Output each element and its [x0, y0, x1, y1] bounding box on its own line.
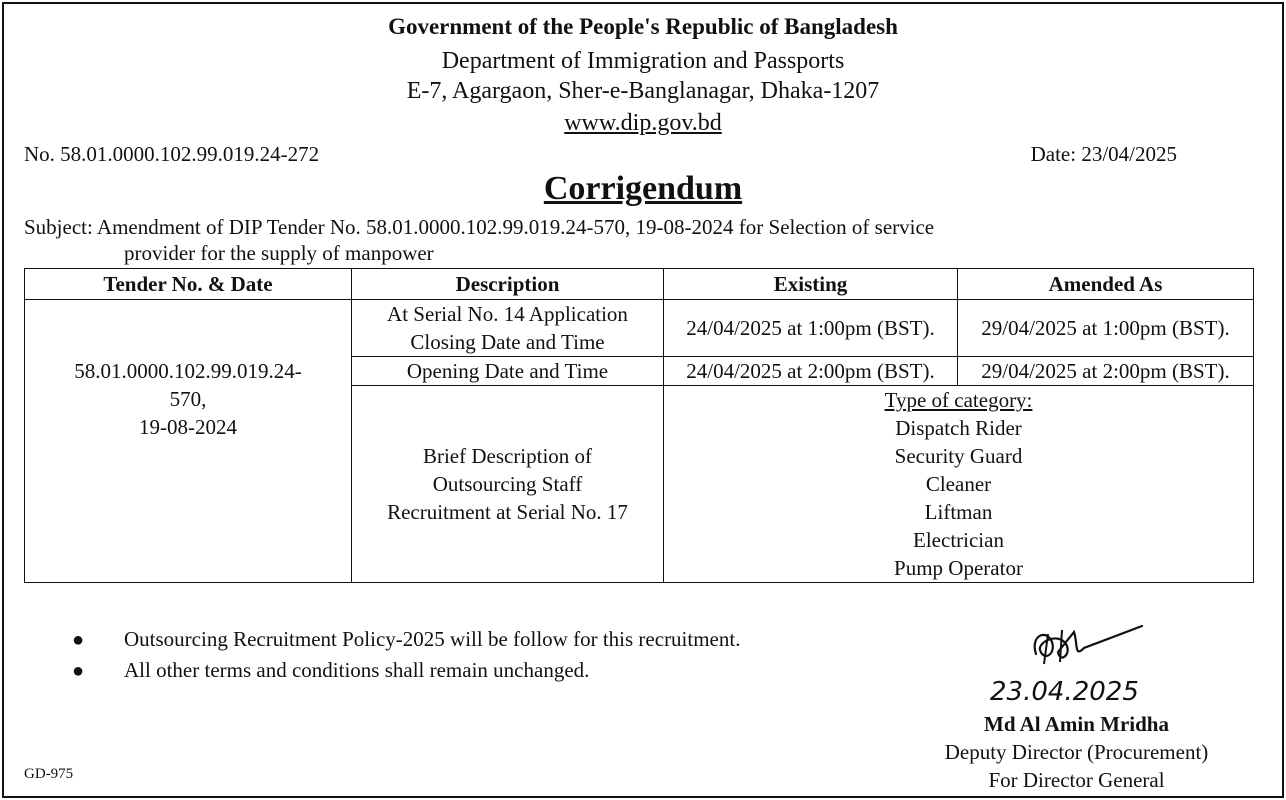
- list-item: [72, 655, 740, 686]
- website-line: [4, 110, 1282, 137]
- tender-date: 19-08-2024: [139, 415, 237, 439]
- signatory-on-behalf: For Director General: [988, 768, 1165, 792]
- note-text: Outsourcing Recruitment Policy-2025 will be follow for this recruitment.: [124, 627, 741, 651]
- category-cell: [664, 386, 1254, 583]
- header-existing: Existing: [664, 269, 958, 300]
- bullet-icon: ●: [72, 629, 85, 651]
- category-item: Dispatch Rider: [895, 416, 1022, 440]
- note-text: All other terms and conditions shall remain unchanged.: [124, 658, 590, 682]
- signatory-name: Md Al Amin Mridha: [984, 712, 1169, 736]
- category-item: Cleaner: [925, 472, 992, 496]
- existing-cell: 24/04/2025 at 1:00pm (BST).: [664, 300, 958, 357]
- description-line: At Serial No. 14 Application: [387, 302, 628, 326]
- category-item: Liftman: [924, 500, 993, 524]
- description-cell: [352, 300, 664, 357]
- description-cell: Opening Date and Time: [352, 357, 664, 386]
- list-item: [72, 624, 740, 655]
- amendment-table: [24, 268, 1254, 583]
- subject-line-2: provider for the supply of manpower: [124, 241, 434, 265]
- existing-cell: 24/04/2025 at 2:00pm (BST).: [664, 357, 958, 386]
- subject-line-1: Subject: Amendment of DIP Tender No. 58.01.0000.102.99.019.24-570, 19-08-2024 for Selection of service: [24, 215, 935, 239]
- category-heading: Type of category:: [884, 388, 1033, 412]
- tender-number-line-2: 570,: [169, 387, 207, 411]
- description-line: Closing Date and Time: [410, 330, 605, 354]
- description-line: Recruitment at Serial No. 17: [387, 500, 628, 524]
- amended-cell: 29/04/2025 at 2:00pm (BST).: [958, 357, 1254, 386]
- department-name: Department of Immigration and Passports: [441, 48, 845, 74]
- description-line: Brief Description of: [422, 444, 593, 468]
- category-item: Pump Operator: [894, 556, 1023, 580]
- signature-date: 23.04.2025: [990, 677, 1139, 707]
- memo-date: Date: 23/04/2025: [1030, 142, 1177, 166]
- website-link[interactable]: www.dip.gov.bd: [564, 110, 722, 136]
- document-page: [2, 2, 1284, 798]
- signatory-designation: Deputy Director (Procurement): [944, 740, 1209, 764]
- handwritten-signature: [974, 614, 1204, 714]
- amended-cell: 29/04/2025 at 1:00pm (BST).: [958, 300, 1254, 357]
- government-heading: Government of the People's Republic of Bangladesh: [388, 14, 898, 39]
- subject-block: [24, 214, 934, 266]
- notes-list: [72, 624, 740, 686]
- header-tender: Tender No. & Date: [25, 269, 352, 300]
- category-item: Electrician: [913, 528, 1004, 552]
- description-line: Outsourcing Staff: [432, 472, 583, 496]
- document-title: Corrigendum: [543, 170, 743, 207]
- memo-number: No. 58.01.0000.102.99.019.24-272: [24, 142, 320, 166]
- header-amended: Amended As: [958, 269, 1254, 300]
- document-code: GD-975: [24, 766, 74, 782]
- header-description: Description: [352, 269, 664, 300]
- bullet-icon: ●: [72, 660, 85, 682]
- tender-number-cell: [25, 300, 352, 583]
- tender-number-line-1: 58.01.0000.102.99.019.24-: [74, 359, 302, 383]
- description-cell: [352, 386, 664, 583]
- table-row: [25, 300, 1254, 357]
- table-header-row: [25, 269, 1254, 300]
- office-address: E-7, Agargaon, Sher-e-Banglanagar, Dhaka-1207: [406, 78, 880, 104]
- category-item: Security Guard: [894, 444, 1023, 468]
